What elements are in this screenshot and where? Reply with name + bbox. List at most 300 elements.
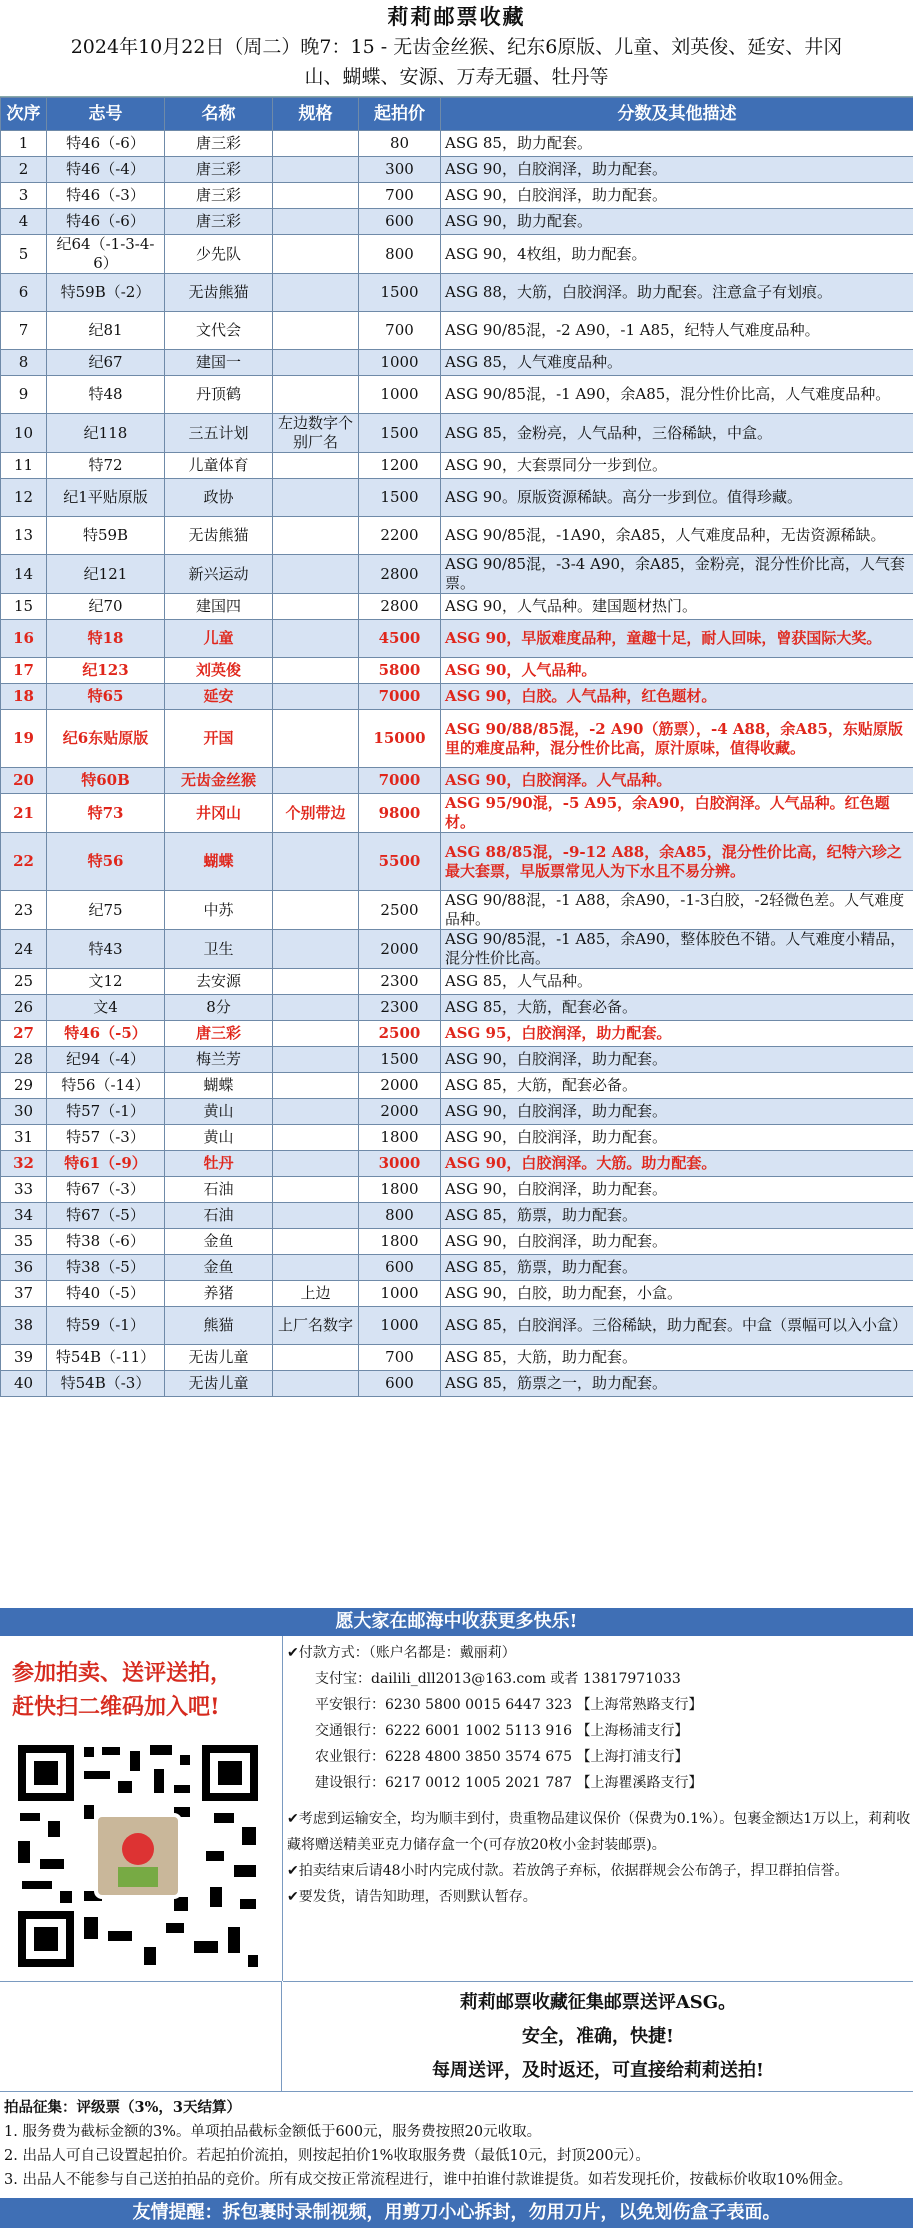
bank-account-pingan: 平安银行：6230 5800 0015 6447 323 【上海常熟路支行】 — [315, 1697, 703, 1713]
table-row — [1, 350, 913, 376]
stamp-name: 无齿熊猫 — [165, 517, 273, 555]
stamp-spec — [273, 1047, 359, 1073]
stamp-description: ASG 90/88混，-1 A88，余A90，-1-3白胶，-2轻微色差。人气难度品种。 — [441, 891, 913, 930]
stamp-name: 丹顶鹤 — [165, 376, 273, 414]
stamp-code: 纪1平贴原版 — [47, 479, 165, 517]
rule-1: 1. 服务费为截标金额的3%。单项拍品截标金额低于600元，服务费按照20元收取。 — [4, 2124, 542, 2140]
start-price: 9800 — [359, 794, 441, 833]
stamp-spec — [273, 555, 359, 594]
stamp-code: 特54B（-3） — [47, 1371, 165, 1397]
stamp-name: 去安源 — [165, 969, 273, 995]
lot-number: 35 — [1, 1229, 47, 1255]
consignment-rules — [0, 2091, 913, 2198]
lot-number: 26 — [1, 995, 47, 1021]
rule-2: 2. 出品人可自己设置起拍价。若起拍价流拍，则按起拍价1%收取服务费（最低10元，封顶200元）。 — [4, 2148, 650, 2164]
lot-number: 39 — [1, 1345, 47, 1371]
start-price: 2000 — [359, 930, 441, 969]
table-row — [1, 930, 913, 969]
stamp-code: 纪123 — [47, 658, 165, 684]
stamp-name: 黄山 — [165, 1125, 273, 1151]
stamp-spec — [273, 1151, 359, 1177]
stamp-spec: 上厂名数字 — [273, 1307, 359, 1345]
start-price: 1000 — [359, 350, 441, 376]
stamp-spec — [273, 350, 359, 376]
table-header-row — [1, 98, 913, 131]
stamp-code: 特57（-3） — [47, 1125, 165, 1151]
lot-number: 20 — [1, 768, 47, 794]
stamp-name: 唐三彩 — [165, 1021, 273, 1047]
table-row — [1, 235, 913, 274]
lot-number: 3 — [1, 183, 47, 209]
stamp-name: 三五计划 — [165, 414, 273, 453]
lot-number: 7 — [1, 312, 47, 350]
stamp-description: ASG 90/85混，-1A90，余A85，人气难度品种，无齿资源稀缺。 — [441, 517, 913, 555]
table-row — [1, 517, 913, 555]
start-price: 1000 — [359, 376, 441, 414]
table-row — [1, 1047, 913, 1073]
stamp-name: 开国 — [165, 710, 273, 768]
stamp-description: ASG 90。原版资源稀缺。高分一步到位。值得珍藏。 — [441, 479, 913, 517]
table-row — [1, 274, 913, 312]
stamp-description: ASG 85，大筋，助力配套。 — [441, 1345, 913, 1371]
stamp-code: 纪6东贴原版 — [47, 710, 165, 768]
stamp-code: 特60B — [47, 768, 165, 794]
stamp-description: ASG 85，大筋，配套必备。 — [441, 995, 913, 1021]
start-price: 600 — [359, 1371, 441, 1397]
stamp-spec: 左边数字个别厂名 — [273, 414, 359, 453]
lot-number: 1 — [1, 131, 47, 157]
stamp-description: ASG 90，人气品种。建国题材热门。 — [441, 594, 913, 620]
stamp-name: 建国四 — [165, 594, 273, 620]
stamp-name: 蝴蝶 — [165, 1073, 273, 1099]
stamp-code: 特65 — [47, 684, 165, 710]
stamp-code: 纪81 — [47, 312, 165, 350]
rule-3: 3. 出品人不能参与自己送拍拍品的竞价。所有成交按正常流程进行，谁中拍谁付款谁提货。如若发现托价，按截标价收取10%佣金。 — [4, 2172, 853, 2188]
col-header-seq: 次序 — [1, 98, 47, 131]
shipping-note: ✔考虑到运输安全，均为顺丰到付，贵重物品建议保价（保费为0.1%）。包裹金额达1万以上，莉莉收藏将赠送精美亚克力储存盒一个(可存放20枚小金封装邮票)。 — [287, 1811, 911, 1853]
stamp-description: ASG 90，大套票同分一步到位。 — [441, 453, 913, 479]
stamp-description: ASG 90，早版难度品种，童趣十足，耐人回味，曾获国际大奖。 — [441, 620, 913, 658]
stamp-description: ASG 90，白胶润泽。人气品种。 — [441, 768, 913, 794]
stamp-spec — [273, 453, 359, 479]
table-row — [1, 479, 913, 517]
lot-number: 28 — [1, 1047, 47, 1073]
page-title: 莉莉邮票收藏 — [387, 4, 526, 29]
stamp-spec: 个别带边 — [273, 794, 359, 833]
start-price: 600 — [359, 1255, 441, 1281]
start-price: 5800 — [359, 658, 441, 684]
lot-number: 4 — [1, 209, 47, 235]
stamp-spec — [273, 1099, 359, 1125]
stamp-name: 唐三彩 — [165, 209, 273, 235]
start-price: 3000 — [359, 1151, 441, 1177]
stamp-description: ASG 90，白胶润泽，助力配套。 — [441, 1047, 913, 1073]
lot-number: 13 — [1, 517, 47, 555]
start-price: 2000 — [359, 1073, 441, 1099]
start-price: 2000 — [359, 1099, 441, 1125]
stamp-code: 特67（-3） — [47, 1177, 165, 1203]
table-row — [1, 1151, 913, 1177]
lot-number: 2 — [1, 157, 47, 183]
stamp-name: 唐三彩 — [165, 183, 273, 209]
stamp-code: 纪94（-4） — [47, 1047, 165, 1073]
alipay-account: 支付宝：dailili_dll2013@163.com 或者 13817971033 — [315, 1671, 681, 1687]
table-row — [1, 710, 913, 768]
lot-number: 29 — [1, 1073, 47, 1099]
start-price: 15000 — [359, 710, 441, 768]
stamp-name: 无齿金丝猴 — [165, 768, 273, 794]
table-row — [1, 555, 913, 594]
stamp-description: ASG 85，金粉亮，人气品种，三俗稀缺，中盒。 — [441, 414, 913, 453]
col-header-desc: 分数及其他描述 — [441, 98, 913, 131]
bank-account-abc: 农业银行：6228 4800 3850 3574 675 【上海打浦支行】 — [315, 1749, 689, 1765]
bank-account-bocom: 交通银行：6222 6001 1002 5113 916 【上海杨浦支行】 — [315, 1723, 689, 1739]
stamp-name: 牡丹 — [165, 1151, 273, 1177]
table-row — [1, 1371, 913, 1397]
stamp-name: 蝴蝶 — [165, 833, 273, 891]
stamp-code: 特61（-9） — [47, 1151, 165, 1177]
col-header-name: 名称 — [165, 98, 273, 131]
table-row — [1, 1255, 913, 1281]
start-price: 1500 — [359, 479, 441, 517]
stamp-name: 少先队 — [165, 235, 273, 274]
lot-number: 33 — [1, 1177, 47, 1203]
lot-number: 30 — [1, 1099, 47, 1125]
stamp-name: 8分 — [165, 995, 273, 1021]
stamp-code: 特40（-5） — [47, 1281, 165, 1307]
stamp-name: 梅兰芳 — [165, 1047, 273, 1073]
stamp-name: 建国一 — [165, 350, 273, 376]
stamp-name: 养猪 — [165, 1281, 273, 1307]
stamp-description: ASG 90，人气品种。 — [441, 658, 913, 684]
table-row — [1, 969, 913, 995]
stamp-description: ASG 90，白胶润泽。大筋。助力配套。 — [441, 1151, 913, 1177]
stamp-name: 无齿儿童 — [165, 1371, 273, 1397]
stamp-spec — [273, 274, 359, 312]
start-price: 1500 — [359, 274, 441, 312]
stamp-code: 特57（-1） — [47, 1099, 165, 1125]
lot-number: 25 — [1, 969, 47, 995]
bank-account-ccb: 建设银行：6217 0012 1005 2021 787 【上海瞿溪路支行】 — [315, 1775, 703, 1791]
stamp-code: 纪67 — [47, 350, 165, 376]
stamp-spec — [273, 684, 359, 710]
stamp-description: ASG 90，白胶润泽，助力配套。 — [441, 1177, 913, 1203]
start-price: 300 — [359, 157, 441, 183]
stamp-spec — [273, 235, 359, 274]
table-row — [1, 1203, 913, 1229]
start-price: 800 — [359, 235, 441, 274]
stamp-description: ASG 85，筋票，助力配套。 — [441, 1255, 913, 1281]
stamp-name: 刘英俊 — [165, 658, 273, 684]
table-row — [1, 414, 913, 453]
stamp-description: ASG 95/90混，-5 A95，余A90，白胶润泽。人气品种。红色题材。 — [441, 794, 913, 833]
stamp-name: 延安 — [165, 684, 273, 710]
start-price: 1800 — [359, 1229, 441, 1255]
auction-subtitle-line1: 2024年10月22日（周二）晚7：15 - 无齿金丝猴、纪东6原版、儿童、刘英俊、延安、井冈 — [70, 36, 843, 58]
stamp-code: 特59B（-2） — [47, 274, 165, 312]
col-header-price: 起拍价 — [359, 98, 441, 131]
stamp-description: ASG 90，白胶润泽，助力配套。 — [441, 1099, 913, 1125]
stamp-code: 文4 — [47, 995, 165, 1021]
start-price: 700 — [359, 1345, 441, 1371]
stamp-spec — [273, 1073, 359, 1099]
stamp-description: ASG 88，大筋，白胶润泽。助力配套。注意盒子有划痕。 — [441, 274, 913, 312]
lot-number: 23 — [1, 891, 47, 930]
table-row — [1, 1345, 913, 1371]
stamp-description: ASG 95，白胶润泽，助力配套。 — [441, 1021, 913, 1047]
stamp-spec — [273, 594, 359, 620]
start-price: 1000 — [359, 1281, 441, 1307]
stamp-name: 石油 — [165, 1203, 273, 1229]
lot-number: 36 — [1, 1255, 47, 1281]
stamp-name: 政协 — [165, 479, 273, 517]
stamp-code: 特72 — [47, 453, 165, 479]
stamp-description: ASG 90，白胶润泽，助力配套。 — [441, 183, 913, 209]
stamp-description: ASG 85，筋票之一，助力配套。 — [441, 1371, 913, 1397]
table-row — [1, 453, 913, 479]
stamp-description: ASG 90，白胶，助力配套，小盒。 — [441, 1281, 913, 1307]
stamp-name: 金鱼 — [165, 1255, 273, 1281]
lot-number: 34 — [1, 1203, 47, 1229]
table-row — [1, 1099, 913, 1125]
lot-number: 10 — [1, 414, 47, 453]
stamp-code: 纪70 — [47, 594, 165, 620]
rules-heading: 拍品征集：评级票（3%，3天结算） — [4, 2099, 241, 2116]
wish-banner: 愿大家在邮海中收获更多快乐! — [0, 1608, 913, 1636]
stamp-name: 文代会 — [165, 312, 273, 350]
stamp-spec — [273, 1371, 359, 1397]
stamp-name: 井冈山 — [165, 794, 273, 833]
start-price: 2200 — [359, 517, 441, 555]
table-row — [1, 995, 913, 1021]
stamp-spec: 上边 — [273, 1281, 359, 1307]
stamp-name: 新兴运动 — [165, 555, 273, 594]
stamp-code: 特73 — [47, 794, 165, 833]
stamp-spec — [273, 209, 359, 235]
stamp-spec — [273, 183, 359, 209]
stamp-code: 特56（-14） — [47, 1073, 165, 1099]
stamp-spec — [273, 157, 359, 183]
table-row — [1, 183, 913, 209]
start-price: 1000 — [359, 1307, 441, 1345]
stamp-name: 黄山 — [165, 1099, 273, 1125]
stamp-code: 特46（-6） — [47, 209, 165, 235]
stamp-spec — [273, 930, 359, 969]
stamp-spec — [273, 1125, 359, 1151]
col-header-spec: 规格 — [273, 98, 359, 131]
stamp-code: 特38（-6） — [47, 1229, 165, 1255]
lot-number: 16 — [1, 620, 47, 658]
stamp-spec — [273, 1021, 359, 1047]
table-row — [1, 1307, 913, 1345]
table-row — [1, 833, 913, 891]
stamp-description: ASG 90，白胶。人气品种，红色题材。 — [441, 684, 913, 710]
stamp-code: 特59（-1） — [47, 1307, 165, 1345]
stamp-spec — [273, 479, 359, 517]
stamp-code: 纪121 — [47, 555, 165, 594]
start-price: 2300 — [359, 995, 441, 1021]
stamp-description: ASG 85，白胶润泽。三俗稀缺，助力配套。中盒（票幅可以入小盒） — [441, 1307, 913, 1345]
lot-number: 8 — [1, 350, 47, 376]
table-row — [1, 768, 913, 794]
table-row — [1, 620, 913, 658]
promo-panel — [0, 1636, 283, 1981]
lot-number: 14 — [1, 555, 47, 594]
stamp-name: 儿童体育 — [165, 453, 273, 479]
auction-subtitle-line2: 山、蝴蝶、安源、万寿无疆、牡丹等 — [304, 66, 609, 88]
lot-number: 15 — [1, 594, 47, 620]
qr-code-icon[interactable] — [14, 1741, 262, 1971]
table-row — [1, 1229, 913, 1255]
start-price: 2800 — [359, 594, 441, 620]
table-row — [1, 157, 913, 183]
table-row — [1, 684, 913, 710]
start-price: 5500 — [359, 833, 441, 891]
payment-heading: ✔付款方式：（账户名都是：戴丽莉） — [287, 1645, 516, 1661]
table-row — [1, 131, 913, 157]
stamp-spec — [273, 1255, 359, 1281]
stamp-spec — [273, 710, 359, 768]
table-row — [1, 1021, 913, 1047]
stamp-spec — [273, 891, 359, 930]
start-price: 1200 — [359, 453, 441, 479]
lot-number: 5 — [1, 235, 47, 274]
promo-text — [0, 1636, 282, 1724]
lot-number: 38 — [1, 1307, 47, 1345]
table-row — [1, 376, 913, 414]
start-price: 7000 — [359, 768, 441, 794]
stamp-description: ASG 90/85混，-1 A85，余A90，整体胶色不错。人气难度小精品，混分性价比高。 — [441, 930, 913, 969]
stamp-description: ASG 90/85混，-1 A90，余A85，混分性价比高，人气难度品种。 — [441, 376, 913, 414]
stamp-name: 无齿儿童 — [165, 1345, 273, 1371]
promo-line1: 参加拍卖、送评送拍， — [12, 1660, 233, 1686]
stamp-code: 特46（-4） — [47, 157, 165, 183]
stamp-name: 儿童 — [165, 620, 273, 658]
lot-number: 6 — [1, 274, 47, 312]
table-row — [1, 1281, 913, 1307]
stamp-name: 唐三彩 — [165, 157, 273, 183]
table-row — [1, 1125, 913, 1151]
asg-line3: 每周送评，及时返还，可直接给莉莉送拍! — [432, 2060, 764, 2081]
start-price: 2800 — [359, 555, 441, 594]
lot-number: 40 — [1, 1371, 47, 1397]
table-row — [1, 1073, 913, 1099]
lot-number: 24 — [1, 930, 47, 969]
stamp-name: 石油 — [165, 1177, 273, 1203]
lot-number: 22 — [1, 833, 47, 891]
stamp-code: 特46（-6） — [47, 131, 165, 157]
stamp-code: 特18 — [47, 620, 165, 658]
stamp-name: 金鱼 — [165, 1229, 273, 1255]
stamp-code: 特54B（-11） — [47, 1345, 165, 1371]
stamp-code: 特46（-5） — [47, 1021, 165, 1047]
table-row — [1, 794, 913, 833]
payment-deadline-note: ✔拍卖结束后请48小时内完成付款。若放鸽子弃标，依据群规会公布鸽子，捍卫群拍信誉。 — [287, 1863, 849, 1879]
stamp-spec — [273, 1229, 359, 1255]
stamp-code: 特43 — [47, 930, 165, 969]
stamp-code: 特46（-3） — [47, 183, 165, 209]
asg-line1: 莉莉邮票收藏征集邮票送评ASG。 — [459, 1992, 737, 2013]
stamp-name: 卫生 — [165, 930, 273, 969]
stamp-description: ASG 90，助力配套。 — [441, 209, 913, 235]
stamp-name: 熊猫 — [165, 1307, 273, 1345]
start-price: 80 — [359, 131, 441, 157]
start-price: 1800 — [359, 1125, 441, 1151]
start-price: 1500 — [359, 1047, 441, 1073]
lots-table — [0, 97, 913, 1397]
stamp-spec — [273, 768, 359, 794]
stamp-description: ASG 85，人气品种。 — [441, 969, 913, 995]
lot-number: 31 — [1, 1125, 47, 1151]
asg-service-box — [283, 1981, 913, 2091]
stamp-name: 中苏 — [165, 891, 273, 930]
stamp-spec — [273, 1203, 359, 1229]
table-row — [1, 312, 913, 350]
stamp-description: ASG 85，大筋，配套必备。 — [441, 1073, 913, 1099]
stamp-spec — [273, 312, 359, 350]
stamp-spec — [273, 131, 359, 157]
start-price: 2500 — [359, 1021, 441, 1047]
header — [0, 0, 913, 97]
start-price: 2300 — [359, 969, 441, 995]
start-price: 4500 — [359, 620, 441, 658]
payment-panel — [283, 1636, 913, 1981]
stamp-spec — [273, 376, 359, 414]
stamp-description: ASG 90，白胶润泽，助力配套。 — [441, 157, 913, 183]
start-price: 1500 — [359, 414, 441, 453]
lot-number: 9 — [1, 376, 47, 414]
stamp-description: ASG 85，人气难度品种。 — [441, 350, 913, 376]
stamp-code: 特48 — [47, 376, 165, 414]
stamp-description: ASG 85，助力配套。 — [441, 131, 913, 157]
stamp-code: 纪75 — [47, 891, 165, 930]
stamp-description: ASG 90/85混，-3-4 A90，余A85，金粉亮，混分性价比高，人气套票。 — [441, 555, 913, 594]
stamp-spec — [273, 969, 359, 995]
start-price: 700 — [359, 183, 441, 209]
stamp-description: ASG 90，白胶润泽，助力配套。 — [441, 1229, 913, 1255]
stamp-spec — [273, 658, 359, 684]
start-price: 600 — [359, 209, 441, 235]
stamp-description: ASG 90，4枚组，助力配套。 — [441, 235, 913, 274]
stamp-code: 特67（-5） — [47, 1203, 165, 1229]
lot-number: 27 — [1, 1021, 47, 1047]
left-spacer — [0, 1981, 282, 2091]
stamp-description: ASG 88/85混，-9-12 A88，余A85，混分性价比高，纪特六珍之最大套票，早版票常见人为下水且不易分辨。 — [441, 833, 913, 891]
start-price: 7000 — [359, 684, 441, 710]
stamp-spec — [273, 833, 359, 891]
stamp-name: 唐三彩 — [165, 131, 273, 157]
start-price: 800 — [359, 1203, 441, 1229]
start-price: 700 — [359, 312, 441, 350]
lot-number: 18 — [1, 684, 47, 710]
lot-number: 19 — [1, 710, 47, 768]
stamp-description: ASG 90/88/85混，-2 A90（筋票），-4 A88，余A85，东贴原版里的难度品种，混分性价比高，原汁原味，值得收藏。 — [441, 710, 913, 768]
stamp-spec — [273, 995, 359, 1021]
start-price: 2500 — [359, 891, 441, 930]
stamp-spec — [273, 620, 359, 658]
stamp-code: 纪118 — [47, 414, 165, 453]
asg-line2: 安全，准确，快捷! — [522, 2026, 674, 2047]
stamp-code: 特38（-5） — [47, 1255, 165, 1281]
table-row — [1, 594, 913, 620]
stamp-spec — [273, 1177, 359, 1203]
lot-number: 32 — [1, 1151, 47, 1177]
col-header-code: 志号 — [47, 98, 165, 131]
stamp-description: ASG 90/85混，-2 A90，-1 A85，纪特人气难度品种。 — [441, 312, 913, 350]
stamp-code: 特59B — [47, 517, 165, 555]
lot-number: 11 — [1, 453, 47, 479]
lot-number: 17 — [1, 658, 47, 684]
